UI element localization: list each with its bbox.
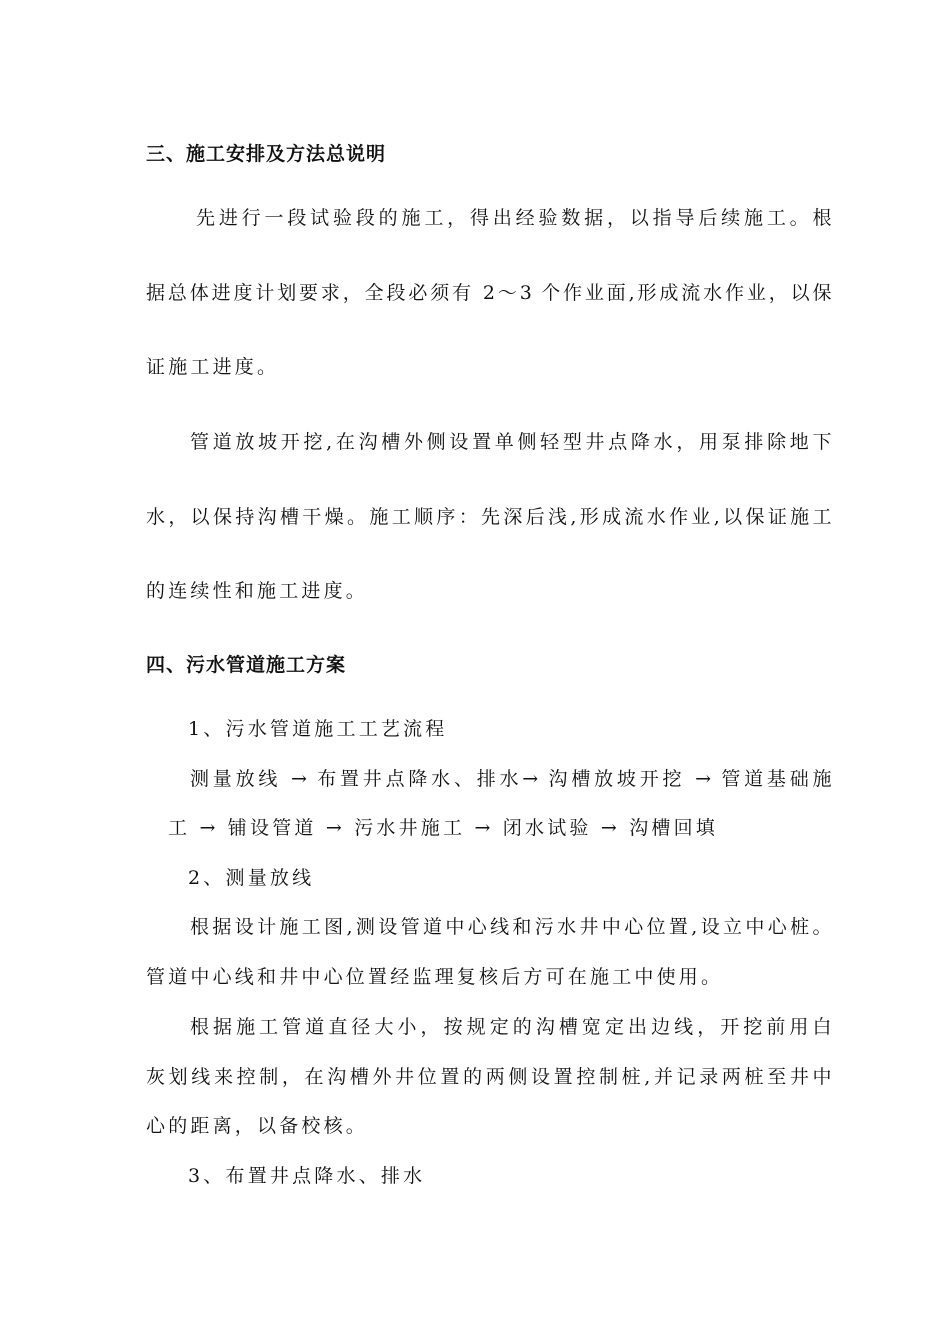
item2-p1-line1: 根据设计施工图,测设管道中心线和污水井中心位置,设立中心桩。	[190, 916, 832, 938]
item2-title: 2、测量放线	[188, 867, 315, 889]
process-flow-line1: 测量放线 → 布置井点降水、排水→ 沟槽放坡开挖 → 管道基础施	[190, 768, 832, 790]
section3-p1-line2: 据总体进度计划要求，全段必须有 2～3 个作业面,形成流水作业，以保	[146, 282, 832, 304]
process-flow-line2: 工 → 铺设管道 → 污水井施工 → 闭水试验 → 沟槽回填	[168, 817, 718, 839]
item3-title: 3、布置井点降水、排水	[188, 1165, 426, 1187]
section3-p1-line1: 先进行一段试验段的施工，得出经验数据，以指导后续施工。根	[196, 207, 832, 229]
item1-title: 1、污水管道施工工艺流程	[188, 718, 448, 740]
item2-p1-line2: 管道中心线和井中心位置经监理复核后方可在施工中使用。	[146, 966, 724, 988]
section3-p1-line3: 证施工进度。	[146, 356, 280, 378]
item2-p2-line1: 根据施工管道直径大小，按规定的沟槽宽定出边线，开挖前用白	[190, 1016, 832, 1038]
section3-p2-line2: 水，以保持沟槽干燥。施工顺序：先深后浅,形成流水作业,以保证施工	[146, 506, 832, 528]
item2-p2-line3: 心的距离，以备校核。	[146, 1115, 369, 1137]
section4-heading: 四、污水管道施工方案	[146, 654, 347, 676]
item2-p2-line2: 灰划线来控制，在沟槽外井位置的两侧设置控制桩,并记录两桩至井中	[146, 1066, 832, 1088]
section3-p2-line3: 的连续性和施工进度。	[146, 580, 369, 602]
section3-p2-line1: 管道放坡开挖,在沟槽外侧设置单侧轻型井点降水，用泵排除地下	[190, 431, 832, 453]
section3-heading: 三、施工安排及方法总说明	[146, 143, 387, 165]
